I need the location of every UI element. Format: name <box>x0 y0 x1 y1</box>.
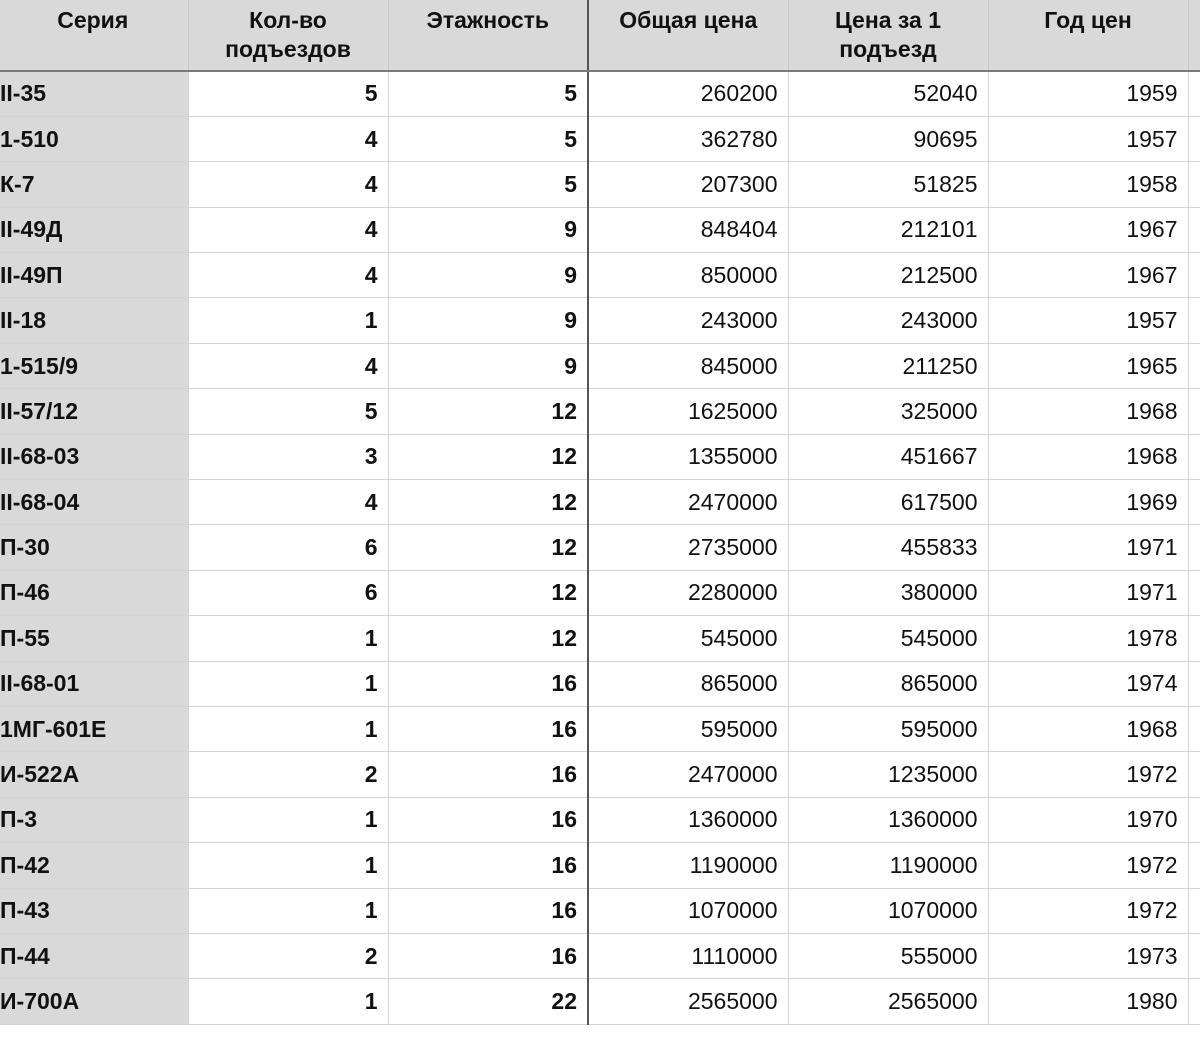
cell-total-price: 362780 <box>588 116 788 161</box>
cell-empty <box>1188 343 1200 388</box>
cell-series: 1-510 <box>0 116 188 161</box>
cell-price-year: 1967 <box>988 207 1188 252</box>
cell-floors: 5 <box>388 71 588 116</box>
cell-price-per-entrance: 865000 <box>788 661 988 706</box>
cell-price-per-entrance: 1070000 <box>788 888 988 933</box>
cell-series: П-42 <box>0 843 188 888</box>
header-row <box>0 0 1200 71</box>
header-price-year: Год цен <box>988 0 1188 71</box>
table-row <box>0 752 1200 797</box>
header-series: Серия <box>0 0 188 71</box>
table-row <box>0 570 1200 615</box>
cell-empty <box>1188 752 1200 797</box>
cell-entrances: 4 <box>188 343 388 388</box>
cell-price-per-entrance: 451667 <box>788 434 988 479</box>
cell-price-per-entrance: 617500 <box>788 480 988 525</box>
cell-series: П-43 <box>0 888 188 933</box>
cell-price-per-entrance: 1235000 <box>788 752 988 797</box>
cell-entrances: 4 <box>188 207 388 252</box>
cell-empty <box>1188 434 1200 479</box>
cell-price-year: 1970 <box>988 797 1188 842</box>
cell-price-year: 1965 <box>988 343 1188 388</box>
cell-series: П-3 <box>0 797 188 842</box>
table-row <box>0 616 1200 661</box>
header-entrances: Кол-во подъездов <box>188 0 388 71</box>
cell-entrances: 4 <box>188 162 388 207</box>
cell-price-year: 1967 <box>988 253 1188 298</box>
cell-series: II-68-04 <box>0 480 188 525</box>
cell-empty <box>1188 71 1200 116</box>
cell-price-year: 1974 <box>988 661 1188 706</box>
cell-total-price: 2565000 <box>588 979 788 1024</box>
table-row <box>0 253 1200 298</box>
cell-floors: 12 <box>388 616 588 661</box>
cell-empty <box>1188 253 1200 298</box>
cell-price-per-entrance: 212500 <box>788 253 988 298</box>
cell-price-per-entrance: 380000 <box>788 570 988 615</box>
cell-empty <box>1188 797 1200 842</box>
cell-price-year: 1973 <box>988 933 1188 978</box>
cell-series: И-700А <box>0 979 188 1024</box>
cell-price-per-entrance: 51825 <box>788 162 988 207</box>
cell-floors: 12 <box>388 570 588 615</box>
table-row <box>0 71 1200 116</box>
header-price-per-entrance: Цена за 1 подъезд <box>788 0 988 71</box>
cell-price-year: 1957 <box>988 116 1188 161</box>
cell-price-year: 1980 <box>988 979 1188 1024</box>
cell-floors: 9 <box>388 207 588 252</box>
cell-empty <box>1188 480 1200 525</box>
cell-price-year: 1972 <box>988 843 1188 888</box>
cell-entrances: 4 <box>188 253 388 298</box>
cell-price-per-entrance: 325000 <box>788 389 988 434</box>
cell-floors: 12 <box>388 389 588 434</box>
header-empty-column <box>1188 0 1200 71</box>
cell-empty <box>1188 616 1200 661</box>
table-row <box>0 661 1200 706</box>
table-row <box>0 116 1200 161</box>
table-row <box>0 888 1200 933</box>
cell-price-year: 1968 <box>988 706 1188 751</box>
cell-total-price: 545000 <box>588 616 788 661</box>
cell-entrances: 4 <box>188 116 388 161</box>
cell-floors: 9 <box>388 298 588 343</box>
cell-entrances: 1 <box>188 797 388 842</box>
cell-total-price: 243000 <box>588 298 788 343</box>
cell-price-per-entrance: 545000 <box>788 616 988 661</box>
cell-empty <box>1188 706 1200 751</box>
table-row <box>0 933 1200 978</box>
cell-price-per-entrance: 1190000 <box>788 843 988 888</box>
cell-price-per-entrance: 52040 <box>788 71 988 116</box>
cell-total-price: 2735000 <box>588 525 788 570</box>
cell-total-price: 845000 <box>588 343 788 388</box>
cell-price-per-entrance: 2565000 <box>788 979 988 1024</box>
cell-empty <box>1188 298 1200 343</box>
cell-price-year: 1972 <box>988 752 1188 797</box>
cell-empty <box>1188 162 1200 207</box>
cell-total-price: 865000 <box>588 661 788 706</box>
cell-total-price: 2470000 <box>588 480 788 525</box>
cell-empty <box>1188 979 1200 1024</box>
table-row <box>0 207 1200 252</box>
cell-empty <box>1188 661 1200 706</box>
cell-price-year: 1968 <box>988 434 1188 479</box>
cell-price-year: 1972 <box>988 888 1188 933</box>
cell-empty <box>1188 116 1200 161</box>
cell-entrances: 5 <box>188 71 388 116</box>
cell-price-per-entrance: 455833 <box>788 525 988 570</box>
cell-entrances: 1 <box>188 298 388 343</box>
cell-price-year: 1959 <box>988 71 1188 116</box>
cell-floors: 16 <box>388 843 588 888</box>
cell-entrances: 1 <box>188 979 388 1024</box>
cell-series: 1-515/9 <box>0 343 188 388</box>
cell-total-price: 1190000 <box>588 843 788 888</box>
cell-floors: 5 <box>388 162 588 207</box>
table-row <box>0 480 1200 525</box>
cell-total-price: 1070000 <box>588 888 788 933</box>
cell-series: II-68-03 <box>0 434 188 479</box>
cell-entrances: 1 <box>188 706 388 751</box>
table-row <box>0 298 1200 343</box>
cell-floors: 5 <box>388 116 588 161</box>
cell-series: II-35 <box>0 71 188 116</box>
table-row <box>0 162 1200 207</box>
cell-price-per-entrance: 212101 <box>788 207 988 252</box>
cell-empty <box>1188 843 1200 888</box>
cell-price-per-entrance: 211250 <box>788 343 988 388</box>
cell-entrances: 1 <box>188 661 388 706</box>
cell-floors: 9 <box>388 343 588 388</box>
cell-empty <box>1188 570 1200 615</box>
cell-total-price: 1625000 <box>588 389 788 434</box>
cell-floors: 12 <box>388 480 588 525</box>
cell-series: II-49Д <box>0 207 188 252</box>
cell-series: П-44 <box>0 933 188 978</box>
header-total-price: Общая цена <box>588 0 788 71</box>
cell-price-year: 1969 <box>988 480 1188 525</box>
cell-series: II-57/12 <box>0 389 188 434</box>
cell-series: П-55 <box>0 616 188 661</box>
cell-total-price: 595000 <box>588 706 788 751</box>
cell-total-price: 2280000 <box>588 570 788 615</box>
cell-price-per-entrance: 555000 <box>788 933 988 978</box>
cell-total-price: 850000 <box>588 253 788 298</box>
cell-total-price: 1355000 <box>588 434 788 479</box>
cell-price-year: 1971 <box>988 570 1188 615</box>
table-row <box>0 843 1200 888</box>
cell-empty <box>1188 888 1200 933</box>
cell-empty <box>1188 933 1200 978</box>
cell-empty <box>1188 389 1200 434</box>
cell-floors: 16 <box>388 752 588 797</box>
cell-price-year: 1958 <box>988 162 1188 207</box>
cell-floors: 16 <box>388 797 588 842</box>
table-row <box>0 525 1200 570</box>
cell-entrances: 3 <box>188 434 388 479</box>
cell-series: 1МГ-601Е <box>0 706 188 751</box>
cell-price-year: 1971 <box>988 525 1188 570</box>
cell-price-per-entrance: 243000 <box>788 298 988 343</box>
cell-empty <box>1188 525 1200 570</box>
cell-floors: 16 <box>388 888 588 933</box>
cell-series: И-522А <box>0 752 188 797</box>
cell-total-price: 848404 <box>588 207 788 252</box>
cell-series: П-46 <box>0 570 188 615</box>
cell-series: II-18 <box>0 298 188 343</box>
cell-floors: 12 <box>388 434 588 479</box>
cell-price-year: 1957 <box>988 298 1188 343</box>
header-floors: Этажность <box>388 0 588 71</box>
cell-entrances: 2 <box>188 752 388 797</box>
table-row <box>0 434 1200 479</box>
cell-entrances: 2 <box>188 933 388 978</box>
cell-entrances: 6 <box>188 570 388 615</box>
cell-entrances: 1 <box>188 843 388 888</box>
cell-empty <box>1188 207 1200 252</box>
table-row <box>0 979 1200 1024</box>
cell-series: II-68-01 <box>0 661 188 706</box>
cell-price-per-entrance: 1360000 <box>788 797 988 842</box>
cell-total-price: 260200 <box>588 71 788 116</box>
cell-entrances: 1 <box>188 616 388 661</box>
cell-floors: 16 <box>388 706 588 751</box>
cell-price-year: 1968 <box>988 389 1188 434</box>
cell-floors: 22 <box>388 979 588 1024</box>
cell-entrances: 1 <box>188 888 388 933</box>
cell-series: II-49П <box>0 253 188 298</box>
table-row <box>0 706 1200 751</box>
cell-total-price: 1110000 <box>588 933 788 978</box>
cell-series: К-7 <box>0 162 188 207</box>
cell-price-per-entrance: 595000 <box>788 706 988 751</box>
table-row <box>0 797 1200 842</box>
cell-entrances: 4 <box>188 480 388 525</box>
cell-total-price: 207300 <box>588 162 788 207</box>
table-row <box>0 343 1200 388</box>
cell-total-price: 2470000 <box>588 752 788 797</box>
cell-floors: 16 <box>388 933 588 978</box>
cell-series: П-30 <box>0 525 188 570</box>
cell-price-per-entrance: 90695 <box>788 116 988 161</box>
cell-floors: 16 <box>388 661 588 706</box>
cell-floors: 9 <box>388 253 588 298</box>
cell-floors: 12 <box>388 525 588 570</box>
cell-total-price: 1360000 <box>588 797 788 842</box>
cell-price-year: 1978 <box>988 616 1188 661</box>
cell-entrances: 6 <box>188 525 388 570</box>
table-row <box>0 389 1200 434</box>
cell-entrances: 5 <box>188 389 388 434</box>
